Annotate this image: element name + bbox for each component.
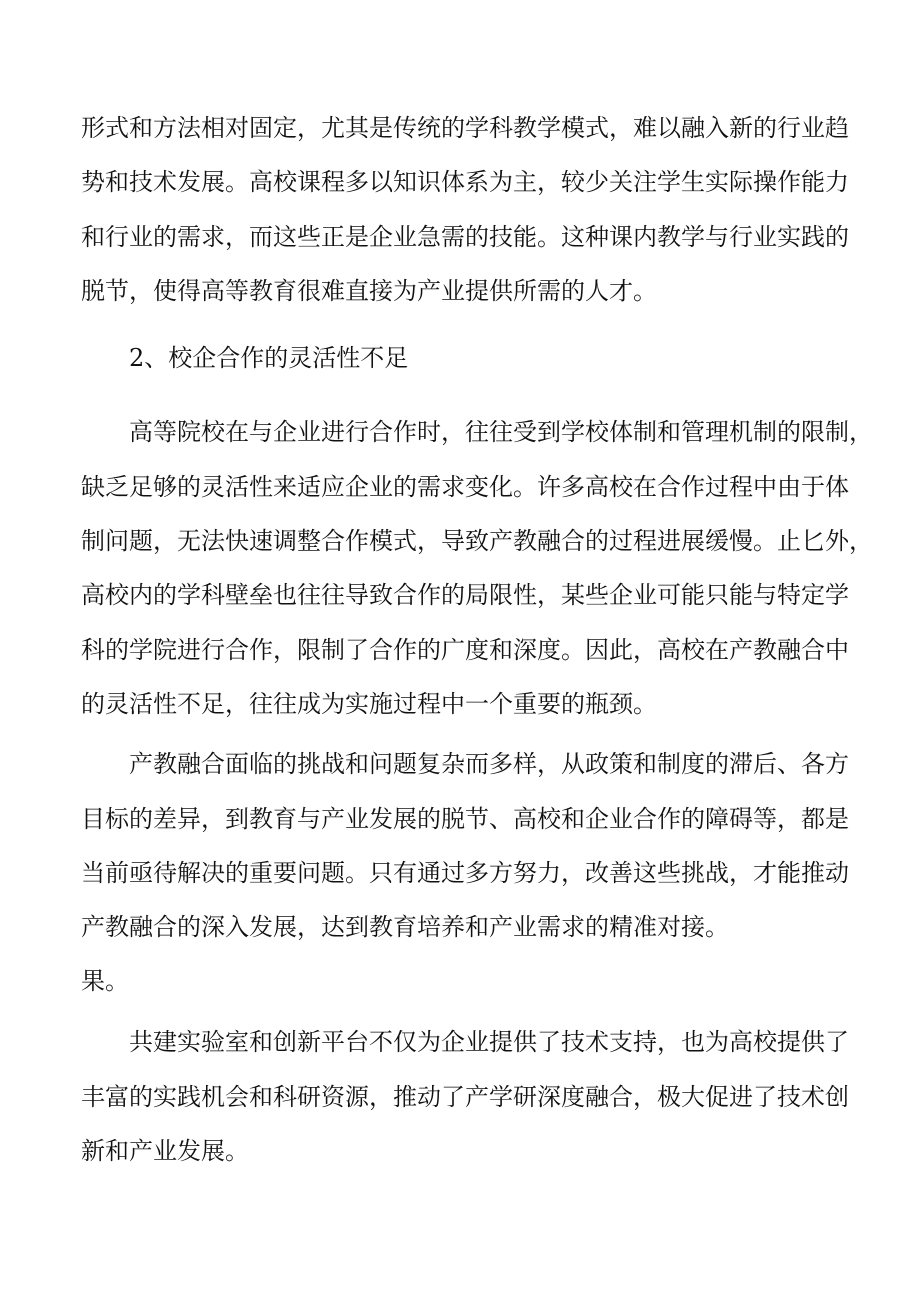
paragraph-3-line-1: 产教融合面临的挑战和问题复杂而多样，从政策和制度的滞后、各方 [129, 750, 849, 778]
paragraph-2-line-3: 制问题，无法快速调整合作模式，导致产教融合的过程进展缓慢。止匕外， [81, 527, 873, 555]
paragraph-2-line-6: 的灵活性不足，往往成为实施过程中一个重要的瓶颈。 [81, 690, 657, 718]
paragraph-2-line-5: 科的学院进行合作，限制了合作的广度和深度。因此，高校在产教融合中 [81, 636, 849, 664]
paragraph-4-line-2: 丰富的实践机会和科研资源，推动了产学研深度融合，极大促进了技术创 [81, 1083, 849, 1111]
paragraph-2-line-1: 高等院校在与企业进行合作时，往往受到学校体制和管理机制的限制， [129, 418, 873, 446]
paragraph-3-line-5: 果。 [81, 967, 129, 995]
paragraph-3-line-3: 当前亟待解决的重要问题。只有通过多方努力，改善这些挑战，才能推动 [81, 859, 849, 887]
paragraph-1-line-3: 和行业的需求，而这些正是企业急需的技能。这种课内教学与行业实践的 [81, 223, 849, 251]
paragraph-1-line-4: 脱节，使得高等教育很难直接为产业提供所需的人才。 [81, 277, 657, 305]
paragraph-3-line-2: 目标的差异，到教育与产业发展的脱节、高校和企业合作的障碍等，都是 [81, 805, 849, 833]
paragraph-1-line-1: 形式和方法相对固定，尤其是传统的学科教学模式，难以融入新的行业趋 [81, 114, 849, 142]
paragraph-4-line-1: 共建实验室和创新平台不仅为企业提供了技术支持，也为高校提供了 [129, 1028, 849, 1056]
section-heading: 2、校企合作的灵活性不足 [129, 344, 409, 372]
paragraph-1-line-2: 势和技术发展。高校课程多以知识体系为主，较少关注学生实际操作能力 [81, 168, 849, 196]
paragraph-4-line-3: 新和产业发展。 [81, 1137, 249, 1165]
paragraph-2-line-2: 缺乏足够的灵活性来适应企业的需求变化。许多高校在合作过程中由于体 [81, 473, 849, 501]
paragraph-2-line-4: 高校内的学科壁垒也往往导致合作的局限性，某些企业可能只能与特定学 [81, 581, 849, 609]
paragraph-3-line-4: 产教融合的深入发展，达到教育培养和产业需求的精准对接。 [81, 913, 729, 941]
